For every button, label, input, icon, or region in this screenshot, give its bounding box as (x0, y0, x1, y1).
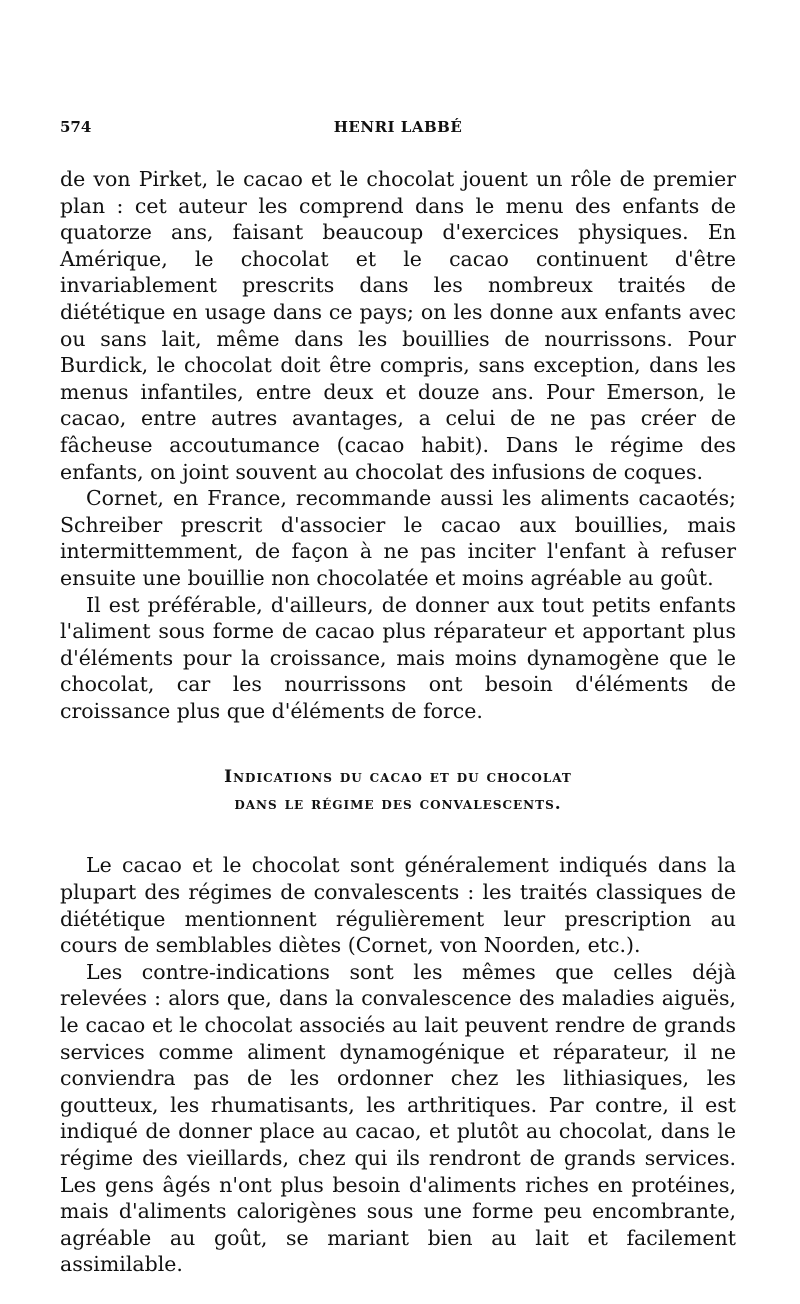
paragraph: Il est préférable, d'ailleurs, de donner aux tout petits enfants l'aliment sous forme de cacao plus réparateur et apportant plus d'éléments pour la croissance, mais moins dynamogène que le chocolat, car les nourrissons ont besoin d'éléments de croissance plus que d'éléments de force. (60, 592, 736, 723)
paragraph: de von Pirket, le cacao et le chocolat jouent un rôle de premier plan : cet auteur les comprend dans le menu des enfants de quatorze ans, faisant beaucoup d'exercices physiques. En Amérique, le chocolat et le cacao continuent d'être invariablement prescrits dans les nombreux traités de diététique en usage dans ce pays; on les donne aux enfants avec ou sans lait, même dans les bouillies de nourrissons. Pour Burdick, le chocolat doit être compris, sans exception, dans les menus infantiles, entre deux et douze ans. Pour Emerson, le cacao, entre autres avantages, a celui de ne pas créer de fâcheuse accoutumance (cacao habit). Dans le régime des enfants, on joint souvent au chocolat des infusions de coques. (60, 167, 736, 484)
book-page (60, 118, 736, 1278)
paragraph: Les contre-indications sont les mêmes que celles déjà relevées : alors que, dans la convalescence des maladies aiguës, le cacao et le chocolat associés au lait peuvent rendre de grands services comme aliment dynamogénique et réparateur, il ne conviendra pas de les ordonner chez les lithiasiques, les goutteux, les rhumatisants, les arthritiques. Par contre, il est indiqué de donner place au cacao, et plutôt au chocolat, dans le régime des vieillards, chez qui ils rendront de grands services. Les gens âgés n'ont plus besoin d'aliments riches en protéines, mais d'aliments calorigènes sous une forme peu encombrante, agréable au goût, se mariant bien au lait et facilement assimilable. (60, 959, 736, 1277)
section-heading (60, 764, 736, 818)
section-body-1 (60, 166, 736, 724)
paragraph: Le cacao et le chocolat sont généralement indiqués dans la plupart des régimes de convalescents : les traités classiques de diététique mentionnent régulièrement leur prescription au cours de semblables diètes (Cornet, von Noorden, etc.). (60, 853, 736, 958)
running-head (60, 118, 736, 144)
page-number: 574 (60, 118, 92, 136)
section-heading-line-2: dans le régime des convalescents. (234, 794, 562, 815)
section-heading-line-1: Indications du cacao et du chocolat (224, 767, 572, 788)
section-body-2 (60, 852, 736, 1278)
running-title: HENRI LABBÉ (333, 118, 463, 136)
paragraph: Cornet, en France, recommande aussi les aliments cacaotés; Schreiber prescrit d'associer le cacao aux bouillies, mais intermittemment, de façon à ne pas inciter l'enfant à refuser ensuite une bouillie non chocolatée et moins agréable au goût. (60, 486, 736, 590)
